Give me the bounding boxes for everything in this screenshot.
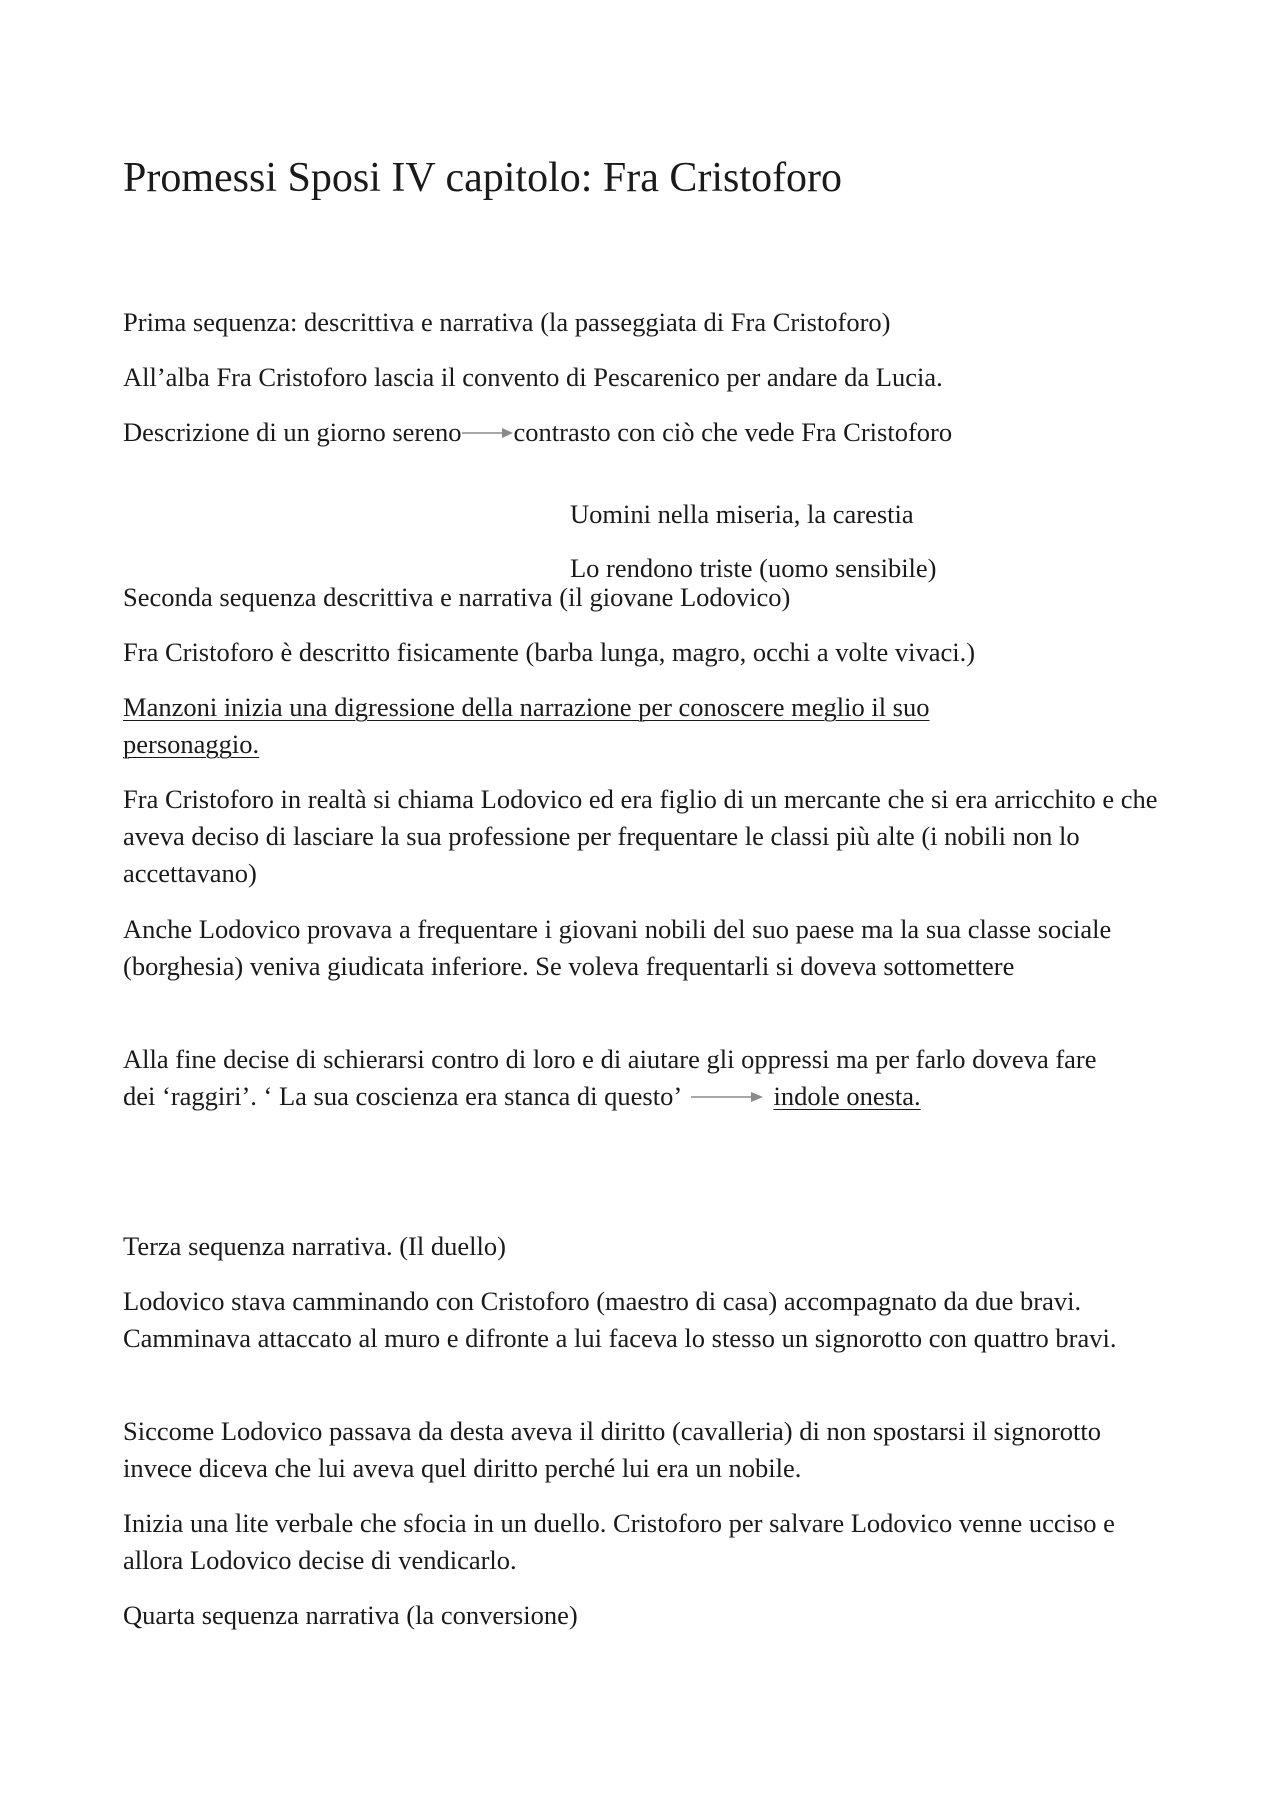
seq2-paragraph-1: Fra Cristoforo è descritto fisicamente (barba lunga, magro, occhi a volte vivaci.) — [123, 637, 976, 667]
arrow-right-icon — [687, 1077, 767, 1114]
seq2-paragraph-5-underlined: indole onesta. — [773, 1081, 921, 1111]
seq1-description-line — [123, 414, 1183, 453]
seq1-subpoint-1: Uomini nella miseria, la carestia — [570, 498, 914, 529]
seq2-underlined-statement: Manzoni inizia una digressione della narrazione per conoscere meglio il suo personaggio. — [123, 692, 930, 759]
seq2-paragraph-5 — [123, 1041, 1123, 1117]
seq2-paragraph-2 — [123, 689, 1063, 763]
seq2-paragraph-3: Fra Cristoforo in realtà si chiama Lodovico ed era figlio di un mercante che si era arricchito e che aveva deciso di lasciare la sua professione per frequentare le classi più alte (i nobili non lo accettavano) — [123, 784, 1158, 888]
seq2-paragraph-4: Anche Lodovico provava a frequentare i giovani nobili del suo paese ma la sua classe sociale (borghesia) veniva giudicata inferiore. Se voleva frequentarli si doveva sottomettere — [123, 914, 1112, 981]
seq1-paragraph-1: All’alba Fra Cristoforo lascia il convento di Pescarenico per andare da Lucia. — [123, 362, 943, 392]
seq1-description-right: contrasto con ciò che vede Fra Cristoforo — [513, 417, 953, 447]
seq4-heading: Quarta sequenza narrativa (la conversione) — [123, 1600, 578, 1630]
seq3-paragraph-2: Siccome Lodovico passava da desta aveva il diritto (cavalleria) di non spostarsi il signorotto invece diceva che lui aveva quel diritto perché lui era un nobile. — [123, 1416, 1102, 1483]
seq1-heading: Prima sequenza: descrittiva e narrativa (la passeggiata di Fra Cristoforo) — [123, 307, 891, 337]
page-title: Promessi Sposi IV capitolo: Fra Cristoforo — [123, 155, 843, 201]
arrow-right-icon — [462, 413, 514, 450]
seq3-paragraph-3: Inizia una lite verbale che sfocia in un duello. Cristoforo per salvare Lodovico venne ucciso e allora Lodovico decise di vendicarlo. — [123, 1508, 1115, 1575]
seq3-heading: Terza sequenza narrativa. (Il duello) — [123, 1231, 506, 1261]
seq1-subpoint-2: Lo rendono triste (uomo sensibile) — [570, 552, 937, 583]
seq1-description-left: Descrizione di un giorno sereno — [123, 417, 462, 447]
seq3-paragraph-1: Lodovico stava camminando con Cristoforo (maestro di casa) accompagnato da due bravi. Camminava attaccato al muro e difronte a lui faceva lo stesso un signorotto con quattro bravi. — [123, 1286, 1117, 1353]
seq2-heading: Seconda sequenza descrittiva e narrativa (il giovane Lodovico) — [123, 582, 791, 612]
seq2-paragraph-5-text: Alla fine decise di schierarsi contro di loro e di aiutare gli oppressi ma per farlo doveva fare dei ‘raggiri’. ‘ La sua coscienza era stanca di questo’ — [123, 1044, 1097, 1111]
